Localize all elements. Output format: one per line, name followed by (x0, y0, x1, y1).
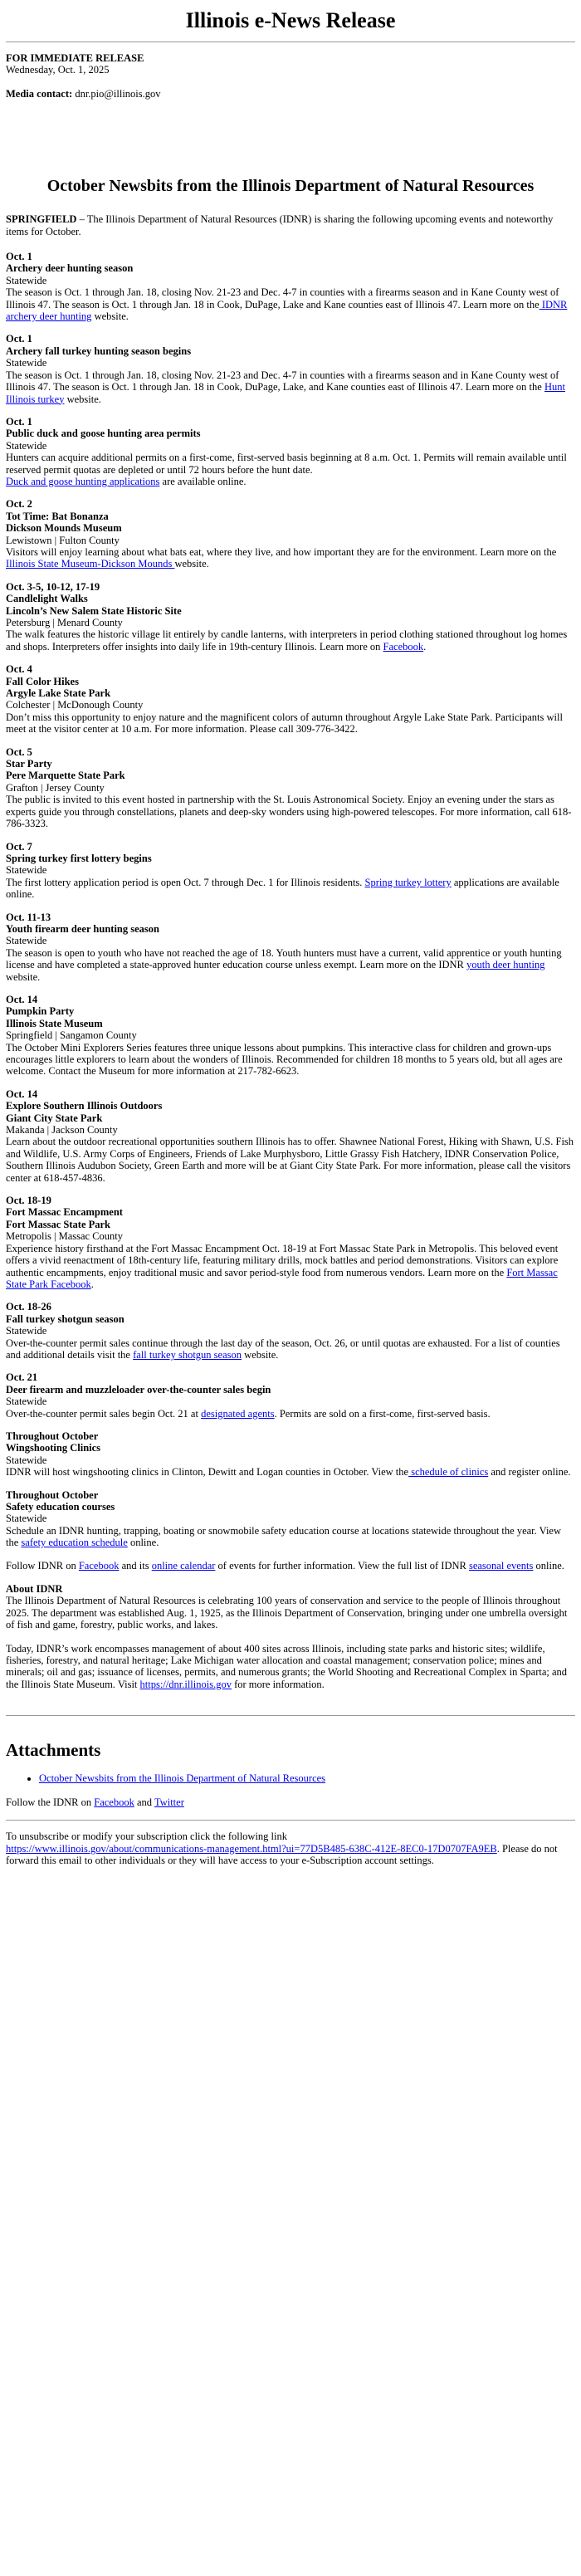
intro-text: – The Illinois Department of Natural Resources (IDNR) is sharing the following upcoming events and noteworthy items for October. (6, 213, 554, 237)
unsubscribe-tail: . Please do not forward this email to other individuals or they will have access to your e-Subscription account settings. (6, 1842, 558, 1866)
event-description-text: . Permits are sold on a first-come, first-served basis. (274, 1407, 491, 1420)
event-title: Candlelight Walks (6, 593, 88, 605)
event-item (6, 663, 575, 735)
event-description-text: The public is invited to this event hosted in partnership with the St. Louis Astronomical Society. Enjoy an evening under the stars as experts guide you through constellations, planets and deep-sky wonders using high-powered telescopes. For more information, call 618-786-3323. (6, 794, 572, 830)
event-description-text: Schedule an IDNR hunting, trapping, boating or snowmobile safety education course at locations statewide throughout the year. View the (6, 1524, 562, 1549)
event-title: Explore Southern Illinois Outdoors (6, 1100, 163, 1112)
about-text: for more information. (231, 1678, 325, 1690)
event-description-text: website. (6, 970, 41, 983)
event-link[interactable]: schedule of clinics (408, 1466, 489, 1479)
event-description (6, 1525, 575, 1549)
event-venue: Illinois State Museum (6, 1017, 103, 1029)
event-description (6, 1466, 575, 1478)
event-item (6, 1371, 575, 1420)
social-follow-text: and (134, 1796, 154, 1808)
dnr-website-link[interactable]: https://dnr.illinois.gov (139, 1678, 232, 1690)
event-description (6, 1337, 575, 1361)
event-location: Springfield | Sangamon County (6, 1029, 137, 1042)
event-title: Fall turkey shotgun season (6, 1312, 124, 1325)
event-location: Statewide (6, 357, 47, 369)
event-description-text: Don’t miss this opportunity to enjoy nature and the magnificent colors of autumn throughout Argyle Lake State Park. Participants will meet at the visitor center at 10 a.m. For more information. Please call 309-776-3422. (6, 711, 563, 736)
event-location: Makanda | Jackson County (6, 1124, 118, 1136)
event-date: Oct. 1 (6, 251, 32, 263)
attachment-item (39, 1772, 575, 1784)
event-title: Star Party (6, 758, 52, 770)
release-date: Wednesday, Oct. 1, 2025 (6, 64, 110, 76)
follow-text: online. (533, 1559, 564, 1572)
event-link[interactable]: Illinois State Museum-Dickson Mounds (6, 558, 175, 570)
event-title: Wingshooting Clinics (6, 1442, 101, 1454)
event-title: Deer firearm and muzzleloader over-the-counter sales begin (6, 1383, 271, 1396)
event-description-text: The season is open to youth who have not reached the age of 18. Youth hunters must have a current, valid apprentice or youth hunting license and have completed a state-approved hunter education course unless exempt. Learn more on the IDNR (6, 946, 562, 971)
event-link[interactable]: IDNR archery deer hunting (6, 298, 568, 323)
event-description-text: are available online. (159, 475, 247, 487)
twitter-link[interactable]: Twitter (154, 1796, 184, 1808)
event-description-text: The season is Oct. 1 through Jan. 18, closing Nov. 21-23 and Dec. 4-7 in counties with a firearms season and in Kane County west of Illinois 47. The season is Oct. 1 through Jan. 18 in Cook, DuPage, Lake, and Kane counties east of Illinois 47. Learn more on the (6, 369, 559, 393)
event-description (6, 286, 575, 322)
unsubscribe-text: To unsubscribe or modify your subscription click the following link (6, 1831, 288, 1843)
event-description-text: Learn about the outdoor recreational opportunities southern Illinois has to offer. Shawnee National Forest, Hiking with Shawn, U.S. Fish and Wildlife, U.S. Army Corps of Engineers, Friends of Lake Murphysboro, Little Grassy Fish Hatchery, IDNR Conservation Police, Southern Illinois Audubon Society, Green Earth and more will be at Giant City State Park. For more information, please call the visitors center at 618-457-4836. (6, 1136, 574, 1184)
event-item (6, 841, 575, 901)
event-link[interactable]: Facebook (383, 640, 424, 653)
event-title: Tot Time: Bat Bonanza (6, 510, 109, 522)
event-title: Fall Color Hikes (6, 675, 79, 687)
event-description-text: The October Mini Explorers Series features three unique lessons about pumpkins. This interactive class for children and grown-ups encourages little explorers to learn about the wonders of Illinois. Recommended for children 18 months to 5 years old, but all ages are welcome. Contact the Museum for more information at 217-782-6623. (6, 1041, 563, 1078)
event-location: Statewide (6, 1454, 47, 1466)
media-contact (6, 88, 575, 100)
release-label: FOR IMMEDIATE RELEASE (6, 52, 144, 64)
events-list (6, 251, 575, 1549)
follow-paragraph (6, 1560, 575, 1572)
event-item (6, 251, 575, 322)
event-date: Oct. 11-13 (6, 911, 51, 923)
event-link[interactable]: Fort Massac State Park Facebook (6, 1266, 558, 1290)
event-date: Throughout October (6, 1430, 99, 1442)
event-date: Oct. 7 (6, 840, 32, 853)
event-item (6, 1195, 575, 1290)
event-title: Public duck and goose hunting area permits (6, 428, 201, 440)
event-description-text: The season is Oct. 1 through Jan. 18, closing Nov. 21-23 and Dec. 4-7 in counties with a firearms season and in Kane County west of Illinois 47. The season is Oct. 1 through Jan. 18 in Cook, DuPage, Lake and Kane counties east of Illinois 47. Learn more on the (6, 286, 559, 310)
event-item (6, 994, 575, 1078)
event-date: Oct. 21 (6, 1371, 38, 1384)
event-description-text: . (423, 640, 427, 653)
event-location: Statewide (6, 274, 47, 286)
event-description (6, 628, 575, 653)
event-item (6, 333, 575, 404)
event-title: Spring turkey first lottery begins (6, 852, 152, 864)
event-item (6, 581, 575, 653)
event-description-text: website. (242, 1348, 279, 1361)
event-description-text: website. (174, 558, 209, 570)
about-paragraph-2 (6, 1643, 575, 1691)
event-link[interactable]: Hunt Illinois turkey (6, 381, 565, 405)
event-link[interactable]: youth deer hunting (466, 959, 545, 971)
event-title: Fort Massac Encampment (6, 1206, 123, 1219)
social-follow-text: Follow the IDNR on (6, 1796, 95, 1808)
event-description-text: Over-the-counter permit sales continue through the last day of the season, Oct. 26, or until quotas are exhausted. For a list of counties and additional details visit the (6, 1337, 560, 1361)
event-date: Throughout October (6, 1488, 99, 1501)
event-venue: Giant City State Park (6, 1112, 103, 1124)
event-link[interactable]: safety education schedule (21, 1537, 128, 1549)
event-title: Safety education courses (6, 1501, 115, 1513)
release-banner-title: Illinois e-News Release (185, 8, 396, 32)
event-link[interactable]: designated agents (201, 1407, 275, 1420)
event-location: Statewide (6, 1513, 47, 1525)
event-description-text: website. (64, 393, 101, 405)
event-location: Statewide (6, 1325, 47, 1337)
document-title: October Newsbits from the Illinois Department of Natural Resources (46, 177, 535, 196)
unsubscribe-link[interactable]: https://www.illinois.gov/about/communications-management.html?ui=77D5B485-638C-412E-8EC0-17D0707FA9EB (6, 1842, 497, 1855)
event-item (6, 746, 575, 830)
follow-text: of events for further information. View the full list of IDNR (215, 1559, 469, 1572)
event-date: Oct. 18-26 (6, 1301, 51, 1313)
event-location: Statewide (6, 864, 47, 877)
event-item (6, 1301, 575, 1361)
about-section (6, 1583, 575, 1690)
follow-text: and its (119, 1559, 152, 1572)
event-venue: Pere Marquette State Park (6, 770, 125, 782)
event-venue: Lincoln’s New Salem State Historic Site (6, 604, 182, 617)
event-date: Oct. 5 (6, 745, 32, 758)
event-description-text: The first lottery application period is open Oct. 7 through Dec. 1 for Illinois residents. (6, 876, 365, 888)
unsubscribe-block (6, 1831, 575, 1866)
event-item (6, 498, 575, 569)
social-follow (6, 1796, 575, 1808)
event-description (6, 1243, 575, 1291)
media-contact-label: Media contact: (6, 87, 73, 100)
event-location: Statewide (6, 439, 47, 452)
event-location: Colchester | McDonough County (6, 699, 144, 711)
attachment-link[interactable]: October Newsbits from the Illinois Department of Natural Resources (39, 1772, 326, 1785)
event-description-text: The walk features the historic village lit entirely by candle lanterns, with interpreters in period clothing stationed throughout log homes and shops. Interpreters offer insights into daily life in 19th-century Illinois. Learn more on (6, 628, 568, 653)
event-description (6, 369, 575, 405)
event-description (6, 794, 575, 829)
event-date: Oct. 1 (6, 415, 32, 428)
intro-paragraph (6, 213, 575, 237)
event-link[interactable]: fall turkey shotgun season (133, 1348, 242, 1361)
event-description-text: . (90, 1278, 94, 1290)
dateline: SPRINGFIELD (6, 213, 77, 226)
event-link[interactable]: Duck and goose hunting applications (6, 475, 160, 487)
event-description (6, 1408, 575, 1420)
event-item (6, 416, 575, 487)
event-description (6, 452, 575, 476)
facebook-link[interactable]: Facebook (78, 1559, 120, 1572)
online-calendar-link[interactable]: online calendar (151, 1559, 216, 1572)
event-description-text: applications are available online. (6, 876, 559, 901)
event-description (6, 1136, 575, 1184)
media-contact-email: dnr.pio@illinois.gov (75, 87, 161, 100)
about-text: Today, IDNR’s work encompasses management of about 400 sites across Illinois, including state parks and historic sites; wildlife, fisheries, forestry, and natural heritage; Lake Michigan water allocation and coastal management; conservation police; mines and minerals; oil and gas; issuance of licenses, permits, and numerous grants; the World Shooting and Recreational Complex in Sparta; and the Illinois State Museum. Visit (6, 1642, 568, 1690)
event-location: Metropolis | Massac County (6, 1230, 124, 1243)
event-item (6, 1088, 575, 1184)
event-item (6, 1430, 575, 1479)
event-location: Petersburg | Menard County (6, 617, 123, 628)
event-description (6, 711, 575, 736)
event-date: Oct. 18-19 (6, 1195, 51, 1207)
event-description-text: Visitors will enjoy learning about what bats eat, where they live, and how important they are for the environment. Learn more on the (6, 545, 557, 558)
event-title: Archery deer hunting season (6, 262, 134, 275)
facebook-link[interactable]: Facebook (94, 1796, 134, 1808)
event-description-text: and register online. (488, 1466, 571, 1479)
event-description (6, 877, 575, 901)
event-location: Lewistown | Fulton County (6, 534, 120, 546)
spacer (6, 100, 575, 176)
event-venue: Argyle Lake State Park (6, 687, 111, 700)
event-location: Statewide (6, 1396, 47, 1408)
event-title: Pumpkin Party (6, 1005, 75, 1018)
event-description (6, 1042, 575, 1078)
footer-divider (6, 1820, 575, 1821)
event-location: Grafton | Jersey County (6, 781, 105, 794)
event-item (6, 1489, 575, 1549)
event-description-text: website. (91, 310, 129, 323)
follow-text: Follow IDNR on (6, 1559, 79, 1572)
event-location: Statewide (6, 935, 47, 947)
event-description-text: IDNR will host wingshooting clinics in Clinton, Dewitt and Logan counties in October. View the (6, 1466, 409, 1479)
seasonal-events-link[interactable]: seasonal events (468, 1559, 534, 1572)
event-description (6, 546, 575, 570)
event-description-text: Over-the-counter permit sales begin Oct. 21 at (6, 1407, 202, 1420)
event-date: Oct. 4 (6, 663, 32, 676)
attachments-heading: Attachments (6, 1740, 101, 1761)
event-title: Youth firearm deer hunting season (6, 922, 159, 935)
event-date: Oct. 1 (6, 333, 32, 345)
event-description-text: Hunters can acquire additional permits on a first-come, first-served basis beginning at 8 a.m. Oct. 1. Permits will remain available until reserved permit quotas are depleted or until 72 hours before the hunt date. (6, 452, 567, 476)
event-description (6, 947, 575, 983)
event-date: Oct. 14 (6, 993, 38, 1005)
event-venue: Fort Massac State Park (6, 1218, 111, 1230)
event-title: Archery fall turkey hunting season begins (6, 345, 192, 357)
attachments-list (6, 1772, 575, 1784)
event-venue: Dickson Mounds Museum (6, 522, 122, 535)
about-heading: About IDNR (6, 1583, 63, 1596)
event-description (6, 476, 575, 487)
event-date: Oct. 3-5, 10-12, 17-19 (6, 580, 100, 593)
event-description-text: Experience history firsthand at the Fort Massac Encampment Oct. 18-19 at Fort Massac State Park in Metropolis. This beloved event offers a vivid reenactment of 18th-century life, featuring military drills, mock battles and period demonstrations. Visitors can explore authentic encampments, enjoy traditional music and savor period-style food from numerous vendors. Learn more on the (6, 1242, 559, 1278)
event-date: Oct. 14 (6, 1088, 38, 1100)
event-date: Oct. 2 (6, 498, 32, 511)
release-header (6, 52, 575, 100)
attachments-divider (6, 1715, 575, 1716)
about-paragraph-1: The Illinois Department of Natural Resources is celebrating 100 years of conservation and service to the people of Illinois throughout 2025. The department was established Aug. 1, 1925, as the Illinois Department of Conservation, bringing under one umbrella oversight of fish and game, forestry, public works, and lakes. (6, 1595, 568, 1631)
event-description-text: online. (127, 1537, 159, 1549)
event-link[interactable]: Spring turkey lottery (364, 876, 452, 888)
event-item (6, 912, 575, 983)
